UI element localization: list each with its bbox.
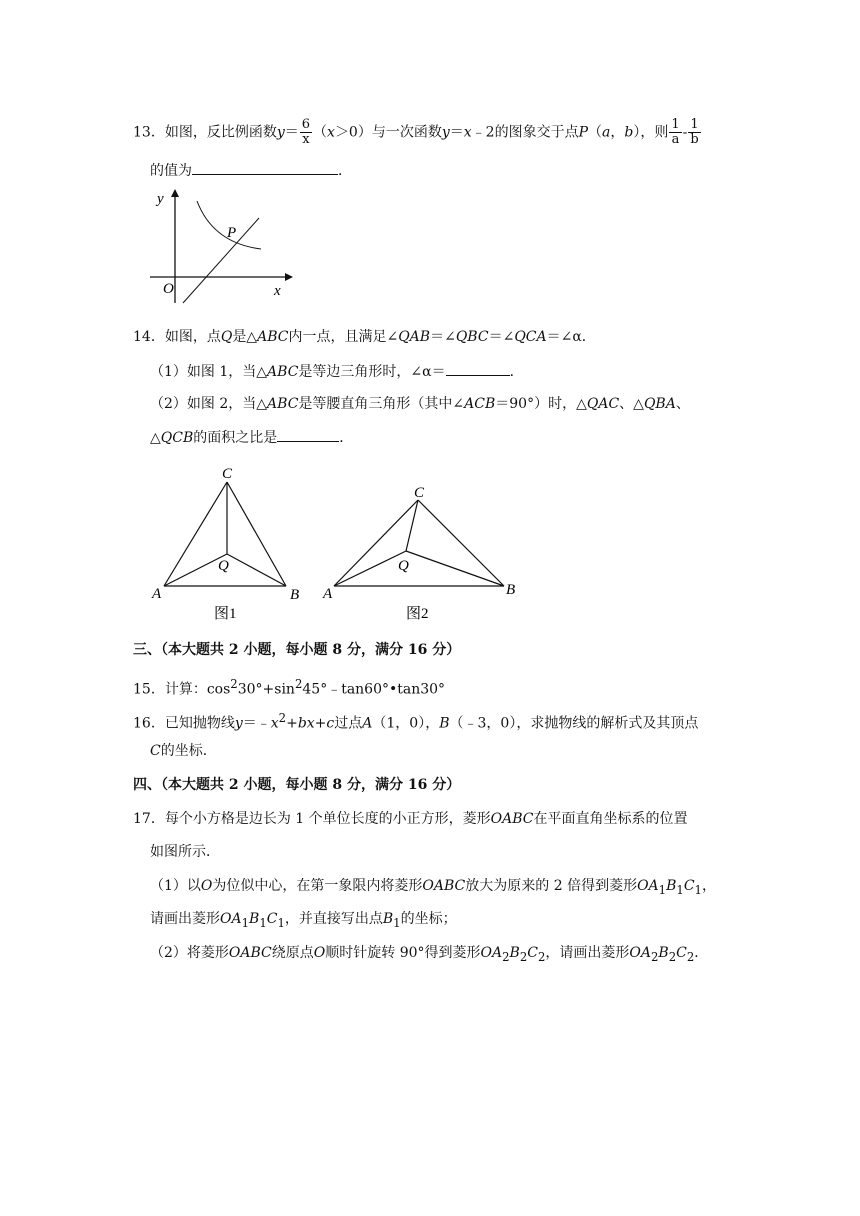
q14-text: 、△: [619, 396, 644, 412]
q13-line1: [133, 118, 702, 147]
period: ．: [694, 945, 709, 961]
point-a: A: [362, 715, 373, 732]
q16-line2: [150, 741, 217, 761]
label-oa: OA: [220, 911, 242, 927]
figure-2-caption: 图2: [406, 606, 429, 622]
q17-text: （2）将菱形: [150, 945, 229, 961]
point-q-label: Q: [398, 558, 409, 574]
q17-part2: [150, 943, 708, 967]
label-oa: OA: [629, 945, 651, 961]
point-q-label: Q: [218, 558, 229, 574]
var-x: x: [327, 124, 335, 141]
q15-number: 15．: [133, 681, 165, 698]
q17-text: 绕原点: [271, 945, 314, 961]
paren: （: [588, 124, 603, 141]
triangle-qba: QBA: [643, 396, 676, 412]
plus: +: [314, 715, 327, 732]
label-c: C: [683, 878, 695, 894]
denominator: b: [690, 132, 699, 147]
x-label: x: [274, 283, 281, 299]
q16-number: 16．: [133, 715, 165, 732]
answer-blank[interactable]: [192, 160, 338, 175]
vertex-b-label: B: [506, 582, 516, 598]
answer-blank[interactable]: [446, 361, 510, 376]
triangle-abc: ABC: [267, 364, 299, 380]
q13-text: 如图，反比例函数: [164, 124, 277, 141]
y-axis-arrow: [171, 189, 179, 197]
minus-two: ﹣2: [471, 124, 495, 141]
figure-1-caption: 图1: [214, 606, 237, 622]
equals: ＝∠: [430, 329, 456, 345]
q15-text: 45°﹣tan60°•tan30°: [302, 681, 446, 698]
point-p-label: P: [227, 225, 237, 241]
q17-text: 在平面直角坐标系的位置: [533, 811, 688, 827]
q17-text: 放大为原来的 2 倍得到菱形: [465, 878, 638, 894]
label-oa: OA: [480, 945, 503, 961]
q16-text: （1，0），: [372, 715, 440, 732]
vertex-b-label: B: [290, 587, 300, 603]
q14-text: 是等边三角形时，∠α＝: [298, 364, 446, 380]
vertex-c-label: C: [414, 485, 425, 501]
q17-text: 为位似中心，在第一象限内将菱形: [212, 878, 423, 894]
q13-text: 的图象交于点: [494, 124, 579, 141]
denominator: x: [302, 132, 310, 147]
subscript: 1: [241, 915, 250, 930]
section-3-heading: 三、（本大题共 2 小题，每小题 8 分，满分 16 分）: [133, 642, 461, 658]
subscript: 2: [519, 949, 528, 964]
fraction-1-over-a: [669, 118, 681, 147]
q14-text: 内一点，且满足∠: [288, 329, 399, 345]
q17-text: 每个小方格是边长为 1 个单位长度的小正方形，菱形: [164, 811, 491, 827]
y-label: y: [157, 191, 164, 207]
vertex-c-label: C: [222, 466, 233, 482]
superscript: 2: [230, 677, 238, 691]
numerator: 1: [671, 117, 680, 132]
q17-text: ，请画出菱形: [545, 945, 630, 961]
equals: ＝∠: [488, 329, 515, 345]
q15-text: 30°+sin: [237, 681, 295, 698]
subscript: 1: [277, 915, 285, 930]
segment-bq: [406, 551, 504, 586]
subscript: 2: [651, 949, 659, 964]
period: ．: [509, 364, 524, 380]
q17-text: 请画出菱形: [150, 911, 220, 927]
equals: ＝: [284, 124, 299, 141]
q16-text: 过点: [334, 715, 363, 732]
linear-function-line: [183, 218, 259, 303]
q16-line1: [133, 708, 698, 734]
label-b: B: [249, 911, 260, 927]
point-b: B: [439, 715, 450, 732]
point-o: O: [313, 945, 326, 961]
q17-part1-line2: [150, 909, 457, 933]
subscript: 2: [686, 949, 695, 964]
paren: ），则: [633, 124, 669, 141]
q13-number: 13．: [133, 124, 165, 141]
condition: ＞0）: [334, 124, 372, 141]
var-bx: bx: [297, 715, 315, 732]
var-c: c: [326, 715, 335, 732]
subscript: 1: [658, 882, 667, 897]
q16-text: （﹣3，0），求抛物线的解析式及其顶点: [449, 715, 699, 732]
q14-text: 如图，点: [164, 329, 221, 345]
period: ．: [339, 430, 354, 446]
q14-text: 是等腰直角三角形（其中∠: [298, 396, 465, 412]
denominator: a: [671, 132, 680, 147]
rhombus-oabc: OABC: [490, 811, 534, 827]
var-b: b: [624, 124, 634, 141]
q17-number: 17．: [133, 811, 165, 827]
point-c: C: [150, 743, 161, 759]
subscript: 2: [537, 949, 546, 964]
q17-text: 如图所示．: [150, 844, 220, 860]
q17-part1-line1: [150, 876, 716, 900]
q13-text: 的值为: [150, 163, 192, 179]
fraction-1-over-b: [688, 118, 700, 147]
fraction-6-over-x: [300, 118, 312, 147]
segment-aq: [334, 551, 406, 586]
section-4-heading: 四、（本大题共 2 小题，每小题 8 分，满分 16 分）: [133, 777, 461, 793]
label-b: B: [658, 945, 669, 961]
q16-text: ＝﹣: [242, 715, 271, 732]
q17-text: （1）以: [150, 878, 201, 894]
q17-text: ，并直接写出点: [284, 911, 383, 927]
angle-qbc: QBC: [455, 329, 489, 345]
x-axis-arrow: [285, 273, 293, 281]
var-x: x: [270, 715, 279, 732]
numerator: 1: [690, 117, 699, 132]
q17-text: 顺时针旋转 90°得到菱形: [325, 945, 481, 961]
vertex-a-label: A: [152, 586, 162, 602]
angle-acb: ACB: [464, 396, 496, 412]
subscript: 1: [393, 915, 401, 930]
q15-line: [133, 674, 445, 700]
q16-text: 已知抛物线: [164, 715, 235, 732]
angle-qab: QAB: [398, 329, 431, 345]
vertex-a-label: A: [323, 586, 333, 602]
rhombus-oabc: OABC: [228, 945, 272, 961]
var-y: y: [234, 715, 243, 732]
subscript: 1: [694, 882, 702, 897]
q15-text: 计算：cos: [164, 681, 231, 698]
rhombus-oabc: OABC: [422, 878, 466, 894]
comma: ，: [610, 124, 625, 141]
q14-text: △: [150, 430, 161, 446]
point-p: P: [578, 124, 589, 141]
q13-figure: [145, 185, 295, 310]
q14-part1: [150, 361, 524, 382]
q16-text: 的坐标．: [160, 743, 217, 759]
origin-label: O: [163, 281, 174, 297]
subscript: 2: [502, 949, 510, 964]
q17-line2: [150, 842, 220, 862]
label-b: B: [666, 878, 677, 894]
plus: +: [286, 715, 298, 732]
minus: -: [682, 124, 688, 141]
q14-text: ＝90°）时，△: [495, 396, 587, 412]
triangle-abc: ABC: [267, 396, 299, 412]
label-c: C: [527, 945, 538, 961]
q17-line1: [133, 809, 688, 829]
subscript: 1: [676, 882, 684, 897]
triangle-qac: QAC: [586, 396, 620, 412]
q14-number: 14．: [133, 329, 165, 345]
q14-text: 、: [675, 396, 690, 412]
q13-text: 与一次函数: [371, 124, 442, 141]
paren: （: [313, 124, 328, 141]
q17-text: 的坐标；: [400, 911, 457, 927]
period: ．: [338, 163, 352, 179]
q14-line1: [133, 327, 596, 347]
numerator: 6: [301, 117, 311, 132]
q14-part2: [150, 394, 690, 414]
segment-cq: [406, 500, 418, 551]
label-b: B: [382, 911, 394, 927]
point-q: Q: [220, 329, 233, 345]
var-x: x: [463, 124, 472, 141]
label-c: C: [676, 945, 687, 961]
q14-figure-1: [148, 462, 308, 624]
superscript: 2: [278, 711, 287, 725]
angle-qca: QCA: [514, 329, 547, 345]
var-y: y: [441, 124, 450, 141]
q13-line2: [150, 160, 352, 181]
var-a: a: [602, 124, 611, 141]
q14-text: （1）如图 1，当△: [150, 364, 268, 380]
label-b: B: [509, 945, 520, 961]
subscript: 1: [259, 915, 267, 930]
q14-part2-line2: [150, 427, 353, 448]
label-oa: OA: [637, 878, 659, 894]
subscript: 2: [668, 949, 677, 964]
comma: ，: [701, 878, 716, 894]
q14-text: 是△: [232, 329, 258, 345]
q14-text: （2）如图 2，当△: [150, 396, 268, 412]
var-y: y: [276, 124, 285, 141]
q14-text: ＝∠α．: [546, 329, 596, 345]
triangle-abc: ABC: [257, 329, 289, 345]
triangle-qcb: QCB: [160, 430, 194, 446]
answer-blank[interactable]: [277, 427, 339, 442]
label-c: C: [266, 911, 278, 927]
equals: ＝: [449, 124, 464, 141]
q14-figure-2: [318, 482, 528, 624]
point-o: O: [200, 878, 213, 894]
superscript: 2: [294, 677, 303, 691]
q14-text: 的面积之比是: [193, 430, 278, 446]
side-bc: [418, 500, 504, 586]
